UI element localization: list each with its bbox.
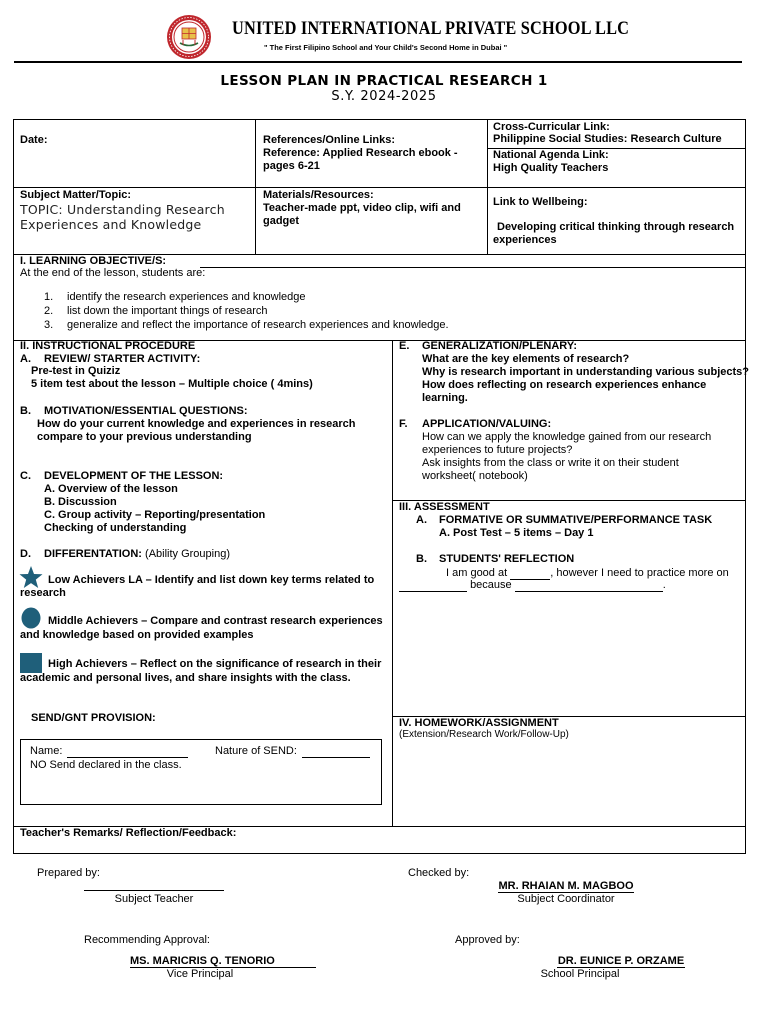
divider — [255, 119, 256, 254]
topic-value: TOPIC: Understanding Research Experiences and Knowledge — [20, 202, 225, 232]
divider — [392, 340, 393, 826]
cross-curricular-label: Cross-Curricular Link: — [493, 121, 610, 133]
materials-value: Teacher-made ppt, video clip, wifi and gadget — [263, 202, 461, 227]
recommending-role: Vice Principal — [166, 968, 234, 980]
post-test-item: A. Post Test – 5 items – Day 1 — [439, 527, 594, 539]
objectives-intro: At the end of the lesson, students are: — [20, 267, 206, 279]
reflection-text: because — [470, 579, 512, 591]
divider — [487, 119, 488, 254]
section-c-title: DEVELOPMENT OF THE LESSON: — [44, 470, 224, 482]
middle-achievers-text: Middle Achievers – Compare and contrast research experiences — [48, 615, 383, 627]
send-nature-blank — [302, 757, 370, 758]
assessment-a-title: FORMATIVE OR SUMMATIVE/PERFORMANCE TASK — [439, 514, 713, 526]
high-achievers-text: High Achievers – Reflect on the significance of research in their — [48, 658, 382, 670]
homework-note: (Extension/Research Work/Follow-Up) — [399, 729, 569, 740]
send-name-blank — [67, 757, 188, 758]
list-item: 3. generalize and reflect the importance of research experiences and knowledge. — [44, 319, 449, 331]
table-border-left — [13, 119, 14, 853]
send-name-row — [30, 745, 188, 758]
generalization-line: What are the key elements of research? — [422, 353, 630, 365]
circle-icon — [21, 607, 41, 629]
pretest-text: Pre-test in Quiziz — [31, 365, 121, 377]
divider — [13, 187, 746, 188]
prepared-role: Subject Teacher — [114, 893, 194, 905]
references-value: Reference: Applied Research ebook - pages 6-21 — [263, 147, 458, 172]
approved-name: DR. EUNICE P. ORZAME — [557, 955, 685, 967]
school-tagline: " The First Filipino School and Your Child's Second Home in Dubai " — [264, 43, 508, 52]
table-border-right — [745, 119, 746, 853]
reflection-text: , however I need to practice more on — [550, 567, 729, 579]
reflection-text: . — [662, 579, 666, 591]
reflection-blank — [515, 591, 663, 592]
send-note: NO Send declared in the class. — [30, 759, 182, 771]
motivation-question-1: How do your current knowledge and experiences in research — [37, 418, 356, 430]
star-icon — [19, 565, 43, 589]
assessment-b-letter: B. — [416, 553, 427, 565]
section-d-title-row — [44, 548, 230, 561]
table-border-bottom — [13, 853, 746, 854]
reflection-text: I am good at — [446, 567, 508, 579]
development-item: A. Overview of the lesson — [44, 483, 178, 495]
section-c-letter: C. — [20, 470, 31, 482]
checked-role: Subject Coordinator — [517, 893, 615, 905]
national-agenda-label: National Agenda Link: — [493, 149, 609, 161]
list-item: 2. list down the important things of research — [44, 305, 268, 317]
procedure-heading: II. INSTRUCTIONAL PROCEDURE — [20, 340, 196, 352]
generalization-line: How does reflecting on research experiences enhance — [422, 379, 707, 391]
send-name-label: Name: — [30, 745, 63, 757]
materials-label: Materials/Resources: — [263, 189, 374, 201]
send-nature-label: Nature of SEND: — [215, 745, 297, 757]
application-line: Ask insights from the class or write it on their student — [422, 457, 679, 469]
development-item: Checking of understanding — [44, 522, 187, 534]
section-d-letter: D. — [20, 548, 31, 560]
section-b-letter: B. — [20, 405, 31, 417]
middle-achievers-text-cont: and knowledge based on provided examples — [20, 629, 254, 641]
recommending-name: MS. MARICRIS Q. TENORIO — [130, 955, 316, 968]
national-agenda-value: High Quality Teachers — [493, 162, 609, 174]
low-achievers-text-cont: research — [20, 587, 66, 599]
references-label: References/Online Links: — [263, 134, 396, 146]
generalization-line: learning. — [422, 392, 468, 404]
high-achievers-text-cont: academic and personal lives, and share insights with the class. — [20, 672, 351, 684]
development-item: B. Discussion — [44, 496, 117, 508]
checked-name: MR. RHAIAN M. MAGBOO — [498, 880, 634, 892]
reflection-line-2 — [399, 579, 666, 592]
header-divider — [14, 61, 742, 63]
table-border-top — [13, 119, 746, 120]
objectives-list — [44, 290, 494, 332]
pretest-detail: 5 item test about the lesson – Multiple choice ( 4mins) — [31, 378, 313, 390]
section-f-title: APPLICATION/VALUING: — [422, 418, 552, 430]
section-d-note: (Ability Grouping) — [145, 548, 231, 560]
school-year: S.Y. 2024-2025 — [331, 89, 437, 104]
prepared-signature-line — [84, 890, 224, 891]
section-e-title: GENERALIZATION/PLENARY: — [422, 340, 578, 352]
subject-label: Subject Matter/Topic: — [20, 189, 132, 201]
development-item: C. Group activity – Reporting/presentation — [44, 509, 266, 521]
application-line: How can we apply the knowledge gained from our research — [422, 431, 712, 443]
section-a-title: REVIEW/ STARTER ACTIVITY: — [44, 353, 201, 365]
recommending-label: Recommending Approval: — [84, 934, 210, 946]
prepared-label: Prepared by: — [37, 867, 100, 879]
cross-curricular-value: Philippine Social Studies: Research Culture — [493, 133, 722, 145]
motivation-question-2: compare to your previous understanding — [37, 431, 252, 443]
section-d-title: DIFFERENTATION: — [44, 548, 142, 560]
school-seal-icon — [166, 14, 212, 60]
assessment-a-letter: A. — [416, 514, 427, 526]
square-icon — [20, 653, 42, 673]
section-a-letter: A. — [20, 353, 31, 365]
section-f-letter: F. — [399, 418, 408, 430]
application-line: worksheet( notebook) — [422, 470, 528, 482]
send-heading: SEND/GNT PROVISION: — [31, 712, 156, 724]
homework-heading: IV. HOMEWORK/ASSIGNMENT — [399, 717, 559, 729]
wellbeing-value: Developing critical thinking through research experiences — [493, 221, 735, 246]
application-line: experiences to future projects? — [422, 444, 573, 456]
reflection-title: STUDENTS' REFLECTION — [439, 553, 575, 565]
send-nature-row — [215, 745, 370, 758]
approved-role: School Principal — [540, 968, 620, 980]
section-b-title: MOTIVATION/ESSENTIAL QUESTIONS: — [44, 405, 248, 417]
low-achievers-text: Low Achievers LA – Identify and list down key terms related to — [48, 574, 375, 586]
remarks-label: Teacher's Remarks/ Reflection/Feedback: — [20, 827, 237, 839]
divider — [200, 267, 745, 268]
objectives-heading: I. LEARNING OBJECTIVE/S: — [20, 255, 167, 267]
generalization-line: Why is research important in understanding various subjects? — [422, 366, 750, 378]
approved-label: Approved by: — [455, 934, 520, 946]
list-item: 1. identify the research experiences and knowledge — [44, 291, 306, 303]
section-e-letter: E. — [399, 340, 410, 352]
wellbeing-label: Link to Wellbeing: — [493, 196, 588, 208]
reflection-blank — [399, 591, 467, 592]
assessment-heading: III. ASSESSMENT — [399, 501, 490, 513]
school-name: UNITED INTERNATIONAL PRIVATE SCHOOL LLC — [232, 18, 630, 39]
date-label: Date: — [20, 134, 48, 146]
page-title: LESSON PLAN IN PRACTICAL RESEARCH 1 — [220, 73, 548, 89]
checked-label: Checked by: — [408, 867, 470, 879]
